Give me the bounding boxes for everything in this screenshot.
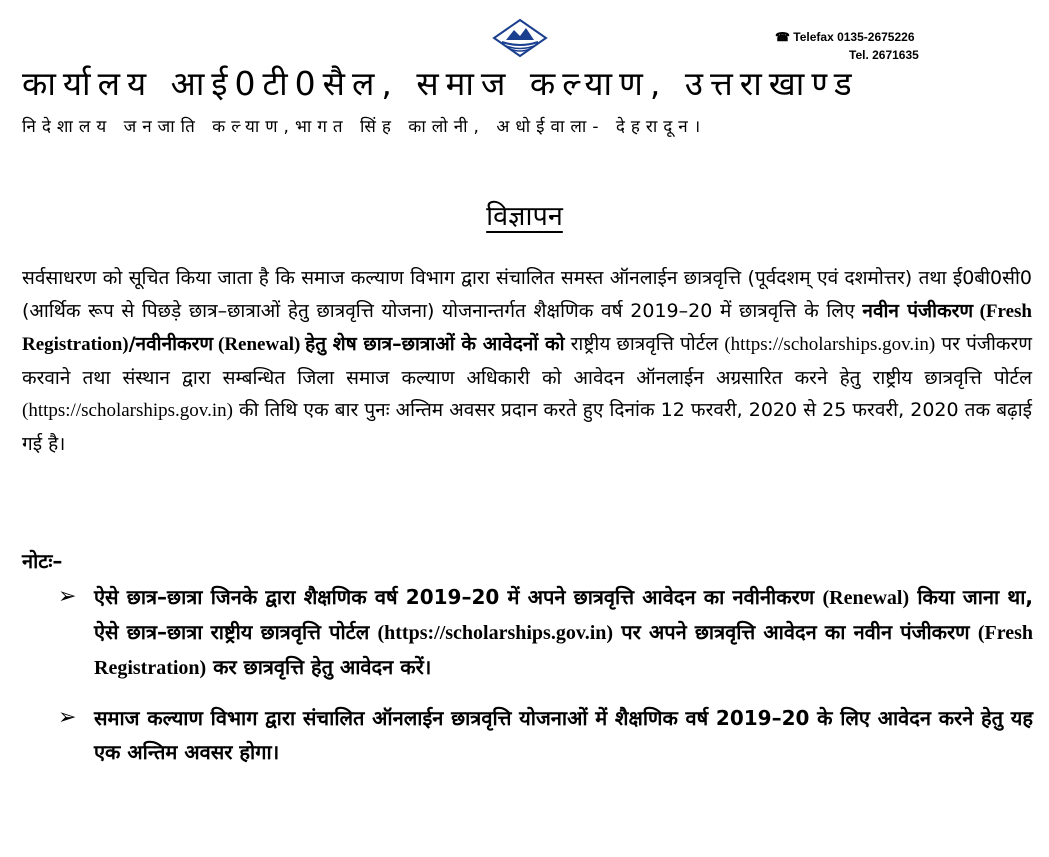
note1-text-c: पर अपने छात्रवृत्ति आवेदन का नवीन पंजीकरण <box>613 620 978 644</box>
portal-url-2: (https://scholarships.gov.in) <box>22 400 233 421</box>
notice-heading-text: विज्ञापन <box>486 201 563 232</box>
deadline-text: की तिथि एक बार पुनः अन्तिम अवसर प्रदान करते हुए दिनांक 12 फरवरी, 2020 से 25 फरवरी, 2020 तक बढ़ाई गई है। <box>22 399 1032 455</box>
fresh-registration-hindi: नवीन पंजीकरण <box>862 299 974 322</box>
renewal-hindi: /नवीनीकरण <box>128 333 214 355</box>
note1-renewal: (Renewal) <box>822 587 910 609</box>
pending-applications-text: हेतु शेष छात्र–छात्राओं के आवेदनों को <box>305 333 565 355</box>
notice-text-intro: सर्वसाधरण को सूचित किया जाता है कि समाज कल्याण विभाग द्वारा संचालित समस्त ऑनलाईन छात्रवृत्ति (पूर्वदशम् एवं दशमोत्तर) तथा ई0बी0सी0 (आर्थिक रूप से पिछड़े छात्र–छात्राओं हेतु छात्रवृत्ति योजना) योजनान्तर्गत शैक्षणिक वर्ष 2019–20 में छात्रवृत्ति के लिए <box>22 267 1032 322</box>
notes-list <box>58 580 1033 769</box>
office-address: निदेशालय जनजाति कल्याण,भागत सिंह कालोनी, अधोईवाला- देहरादून। <box>22 117 707 137</box>
fresh-registration-english: (Fresh Registration) <box>22 300 1032 355</box>
contact-info <box>775 28 965 64</box>
notice-body <box>22 262 1032 460</box>
note1-fresh-registration: (Fresh Registration) <box>94 622 1033 679</box>
note1-text-d: कर छात्रवृत्ति हेतु आवेदन करें। <box>206 655 432 679</box>
renewal-english: (Renewal) <box>213 334 306 355</box>
portal-text: राष्ट्रीय छात्रवृत्ति पोर्टल <box>564 333 725 355</box>
arrow-bullet-icon: ➢ <box>58 584 77 609</box>
note1-text-b: किया जाना था, ऐसे छात्र–छात्रा राष्ट्रीय छात्रवृत्ति पोर्टल <box>94 585 1033 644</box>
tel-number: Tel. 2671635 <box>849 48 919 62</box>
telefax-number: ☎ Telefax 0135-2675226 <box>775 30 915 44</box>
uttarakhand-emblem-icon <box>492 18 548 58</box>
notice-heading <box>0 196 1049 233</box>
note-item <box>58 580 1033 685</box>
forwarding-text: पर पंजीकरण करवाने तथा संस्थान द्वारा सम्बन्धित जिला समाज कल्याण अधिकारी को आवेदन ऑनलाईन अग्रसारित करने हेतु राष्ट्रीय छात्रवृत्ति पोर्टल <box>22 333 1032 389</box>
note1-portal-url: (https://scholarships.gov.in) <box>377 622 614 644</box>
portal-url-1: (https://scholarships.gov.in) <box>724 334 936 355</box>
note-label: नोटः– <box>22 549 63 573</box>
note2-text: समाज कल्याण विभाग द्वारा संचालित ऑनलाईन छात्रवृत्ति योजनाओं में शैक्षणिक वर्ष 2019–20 के लिए आवेदन करने हेतु यह एक अन्तिम अवसर होगा। <box>94 706 1033 764</box>
office-title: कार्यालय आई0टी0सैल, समाज कल्याण, उत्तराखाण्ड <box>22 64 859 103</box>
note-item <box>58 701 1033 769</box>
arrow-bullet-icon: ➢ <box>58 705 77 730</box>
note1-text-a: ऐसे छात्र–छात्रा जिनके द्वारा शैक्षणिक वर्ष 2019–20 में अपने छात्रवृत्ति आवेदन का नवीनीकरण <box>94 585 823 609</box>
